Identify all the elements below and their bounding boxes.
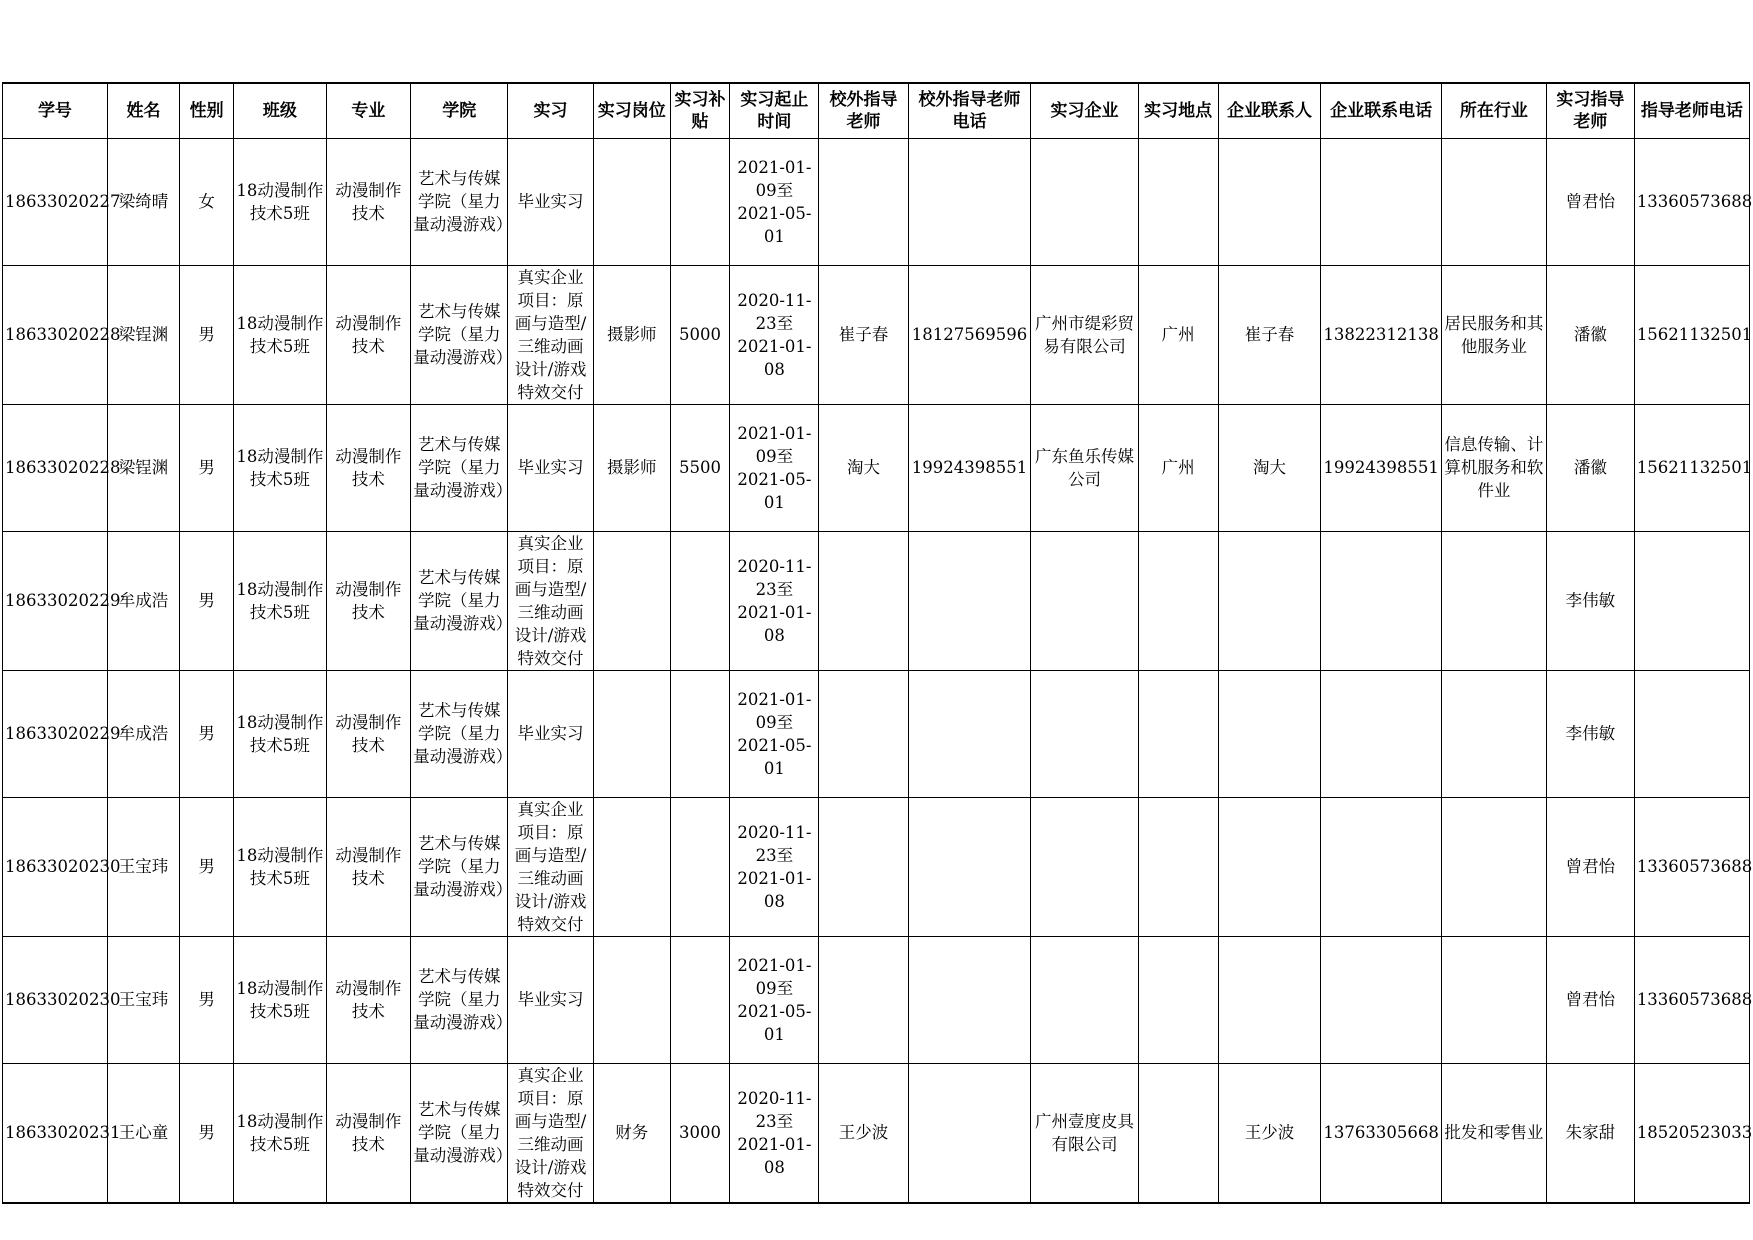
cell-class — [234, 404, 326, 531]
header-college: 学院 — [411, 83, 508, 138]
cell-internship — [508, 138, 594, 265]
cell-text: 18520523033 — [1636, 1123, 1753, 1142]
cell-position — [593, 404, 670, 531]
header-row — [3, 83, 1750, 138]
cell-external-tutor — [819, 265, 908, 404]
cell-text: 18动漫制作技术5班 — [236, 579, 324, 622]
cell-company — [1031, 265, 1138, 404]
cell-company — [1031, 1063, 1138, 1203]
cell-company — [1031, 797, 1138, 936]
cell-external-tutor-phone — [908, 797, 1031, 936]
cell-text: 男 — [198, 325, 215, 344]
cell-student-id — [3, 138, 121, 265]
cell-position — [593, 531, 670, 670]
cell-external-tutor — [819, 404, 908, 531]
header-name: 姓名 — [107, 83, 179, 138]
cell-text: 牟成浩 — [118, 591, 169, 610]
cell-college — [411, 936, 513, 1063]
cell-external-tutor — [819, 138, 908, 265]
cell-major — [326, 404, 411, 531]
cell-text: 男 — [198, 857, 215, 876]
cell-class — [234, 936, 326, 1063]
cell-period — [730, 936, 819, 1063]
cell-company-contact — [1218, 265, 1321, 404]
cell-position — [593, 138, 670, 265]
cell-text: 广州 — [1161, 325, 1195, 344]
cell-tutor-phone — [1634, 138, 1753, 265]
cell-name — [107, 404, 179, 531]
cell-text: 崔子春 — [1244, 325, 1295, 344]
header-internship: 实习 — [508, 83, 594, 138]
cell-position — [593, 797, 670, 936]
cell-major — [326, 670, 411, 797]
cell-text: 王少波 — [1244, 1123, 1295, 1142]
cell-external-tutor — [819, 1063, 908, 1203]
cell-text: 艺术与传媒学院（星力量动漫游戏） — [413, 568, 513, 633]
cell-text: 毕业实习 — [517, 192, 584, 211]
cell-tutor-phone — [1634, 936, 1753, 1063]
cell-text: 18633020231 — [5, 1123, 121, 1142]
cell-text: 动漫制作技术 — [335, 313, 402, 356]
cell-tutor-phone — [1634, 797, 1753, 936]
cell-position — [593, 265, 670, 404]
cell-class — [234, 531, 326, 670]
cell-text: 真实企业项目：原画与造型/三维动画设计/游戏特效交付 — [514, 267, 587, 402]
cell-text: 2021-01-09至2021-05-01 — [737, 423, 812, 512]
cell-student-id — [3, 670, 121, 797]
cell-subsidy — [670, 531, 730, 670]
cell-text: 王宝玮 — [118, 990, 169, 1009]
cell-tutor-phone — [1634, 531, 1749, 670]
cell-class — [234, 797, 326, 936]
cell-text: 2020-11-23至2021-01-08 — [737, 290, 812, 379]
cell-position — [593, 670, 670, 797]
cell-gender — [180, 404, 234, 531]
cell-period — [730, 265, 819, 404]
cell-company — [1031, 138, 1138, 265]
cell-tutor — [1546, 1063, 1634, 1203]
cell-text: 动漫制作技术 — [335, 180, 402, 223]
cell-text: 淘大 — [1252, 458, 1286, 477]
cell-internship — [508, 404, 594, 531]
cell-tutor-phone — [1634, 1063, 1753, 1203]
header-industry: 所在行业 — [1441, 83, 1546, 138]
cell-company — [1031, 404, 1138, 531]
cell-text: 艺术与传媒学院（星力量动漫游戏） — [413, 967, 513, 1032]
cell-company-phone — [1321, 936, 1442, 1063]
cell-subsidy — [670, 797, 730, 936]
cell-text: 2020-11-23至2021-01-08 — [737, 1088, 812, 1177]
cell-company-contact — [1218, 936, 1321, 1063]
cell-subsidy — [670, 1063, 730, 1203]
cell-company — [1031, 531, 1138, 670]
cell-text: 艺术与传媒学院（星力量动漫游戏） — [413, 169, 513, 234]
cell-tutor — [1546, 797, 1634, 936]
cell-text: 王心童 — [118, 1123, 169, 1142]
cell-name — [107, 138, 179, 265]
cell-subsidy — [670, 404, 730, 531]
cell-name — [107, 1063, 179, 1203]
cell-industry — [1441, 936, 1546, 1063]
cell-text: 淘大 — [847, 458, 880, 477]
cell-text: 13360573688 — [1636, 192, 1753, 211]
cell-text: 18633020228 — [5, 458, 121, 477]
table-row — [3, 936, 1750, 1063]
cell-student-id — [3, 797, 121, 936]
header-company-contact: 企业联系人 — [1218, 83, 1321, 138]
cell-industry — [1441, 265, 1546, 404]
cell-text: 曾君怡 — [1565, 192, 1616, 211]
table-row — [3, 1063, 1750, 1203]
cell-gender — [180, 265, 234, 404]
cell-text: 男 — [198, 591, 215, 610]
cell-gender — [180, 797, 234, 936]
cell-subsidy — [670, 670, 730, 797]
cell-text: 13822312138 — [1323, 325, 1439, 344]
cell-tutor-phone — [1634, 404, 1753, 531]
cell-text: 动漫制作技术 — [335, 1111, 402, 1154]
header-company: 实习企业 — [1031, 83, 1138, 138]
cell-period — [730, 531, 819, 670]
cell-gender — [180, 138, 234, 265]
cell-text: 18633020229 — [5, 724, 121, 743]
cell-text: 真实企业项目：原画与造型/三维动画设计/游戏特效交付 — [514, 799, 587, 934]
cell-student-id — [3, 1063, 121, 1203]
cell-text: 13360573688 — [1636, 857, 1753, 876]
cell-location — [1138, 265, 1218, 404]
table-row — [3, 531, 1750, 670]
cell-company-contact — [1218, 531, 1321, 670]
cell-text: 15621132501 — [1636, 325, 1753, 344]
cell-major — [326, 797, 411, 936]
cell-text: 13360573688 — [1636, 990, 1753, 1009]
cell-text: 曾君怡 — [1565, 990, 1616, 1009]
cell-text: 18动漫制作技术5班 — [236, 712, 324, 755]
cell-external-tutor-phone — [908, 936, 1031, 1063]
cell-text: 动漫制作技术 — [335, 579, 402, 622]
cell-text: 2020-11-23至2021-01-08 — [737, 556, 812, 645]
cell-college — [411, 531, 513, 670]
table-row — [3, 265, 1750, 404]
cell-period — [730, 1063, 819, 1203]
cell-text: 朱家甜 — [1565, 1123, 1616, 1142]
cell-major — [326, 138, 411, 265]
cell-gender — [180, 1063, 234, 1203]
cell-location — [1138, 797, 1218, 936]
cell-text: 李伟敏 — [1565, 591, 1616, 610]
cell-location — [1138, 531, 1218, 670]
cell-internship — [508, 531, 594, 670]
cell-external-tutor — [819, 797, 908, 936]
cell-text: 潘徽 — [1573, 458, 1607, 477]
cell-industry — [1441, 1063, 1546, 1203]
cell-text: 5500 — [678, 458, 721, 477]
cell-company-contact — [1218, 138, 1321, 265]
cell-student-id — [3, 265, 121, 404]
cell-subsidy — [670, 265, 730, 404]
cell-text: 毕业实习 — [517, 990, 584, 1009]
cell-tutor — [1546, 138, 1634, 265]
cell-internship — [508, 265, 594, 404]
cell-tutor — [1546, 265, 1634, 404]
cell-text: 19924398551 — [1323, 458, 1439, 477]
cell-text: 梁绮晴 — [118, 192, 169, 211]
cell-tutor — [1546, 531, 1634, 670]
cell-major — [326, 936, 411, 1063]
cell-company — [1031, 670, 1138, 797]
cell-text: 男 — [198, 990, 215, 1009]
cell-college — [411, 265, 513, 404]
cell-company-phone — [1321, 797, 1442, 936]
cell-text: 18633020230 — [5, 857, 121, 876]
cell-tutor — [1546, 670, 1634, 797]
cell-text: 2021-01-09至2021-05-01 — [737, 157, 812, 246]
cell-text: 2021-01-09至2021-05-01 — [737, 689, 812, 778]
table-row — [3, 670, 1750, 797]
cell-industry — [1441, 404, 1546, 531]
cell-student-id — [3, 531, 121, 670]
cell-location — [1138, 1063, 1218, 1203]
cell-company-contact — [1218, 404, 1321, 531]
cell-text: 广东鱼乐传媒公司 — [1035, 446, 1135, 489]
cell-text: 18633020227 — [5, 192, 121, 211]
cell-location — [1138, 936, 1218, 1063]
cell-text: 男 — [198, 724, 215, 743]
cell-text: 18633020229 — [5, 591, 121, 610]
header-position: 实习岗位 — [593, 83, 670, 138]
cell-text: 18动漫制作技术5班 — [236, 180, 324, 223]
table-body — [3, 138, 1753, 1203]
cell-company-phone — [1321, 138, 1442, 265]
cell-name — [107, 936, 179, 1063]
cell-gender — [180, 531, 234, 670]
cell-text: 19924398551 — [911, 458, 1028, 477]
cell-company-phone — [1321, 265, 1442, 404]
cell-external-tutor — [819, 670, 908, 797]
cell-class — [234, 265, 326, 404]
cell-external-tutor-phone — [908, 404, 1031, 531]
cell-tutor — [1546, 404, 1634, 531]
cell-text: 13763305668 — [1323, 1123, 1439, 1142]
cell-class — [234, 1063, 326, 1203]
header-external-tutor-phone: 校外指导老师电话 — [908, 83, 1031, 138]
cell-text: 18动漫制作技术5班 — [236, 1111, 324, 1154]
cell-internship — [508, 797, 594, 936]
cell-internship — [508, 670, 594, 797]
cell-name — [107, 265, 179, 404]
cell-position — [593, 1063, 670, 1203]
header-major: 专业 — [326, 83, 411, 138]
cell-text: 18动漫制作技术5班 — [236, 313, 324, 356]
cell-student-id — [3, 936, 121, 1063]
cell-company-contact — [1218, 670, 1321, 797]
cell-name — [107, 531, 179, 670]
cell-tutor — [1546, 936, 1634, 1063]
cell-text: 艺术与传媒学院（星力量动漫游戏） — [413, 435, 513, 500]
cell-text: 艺术与传媒学院（星力量动漫游戏） — [413, 701, 513, 766]
cell-period — [730, 138, 819, 265]
cell-location — [1138, 404, 1218, 531]
cell-internship — [508, 936, 594, 1063]
cell-text: 艺术与传媒学院（星力量动漫游戏） — [413, 834, 513, 899]
cell-class — [234, 670, 326, 797]
cell-gender — [180, 936, 234, 1063]
header-tutor: 实习指导老师 — [1546, 83, 1634, 138]
cell-external-tutor — [819, 936, 908, 1063]
cell-text: 18633020228 — [5, 325, 121, 344]
cell-text: 18127569596 — [911, 325, 1028, 344]
cell-text: 牟成浩 — [118, 724, 169, 743]
cell-company-contact — [1218, 797, 1321, 936]
cell-gender — [180, 670, 234, 797]
cell-major — [326, 1063, 411, 1203]
cell-text: 居民服务和其他服务业 — [1444, 313, 1544, 356]
cell-text: 15621132501 — [1636, 458, 1753, 477]
cell-text: 信息传输、计算机服务和软件业 — [1444, 435, 1544, 500]
cell-text: 毕业实习 — [517, 724, 584, 743]
cell-text: 梁锃渊 — [118, 325, 169, 344]
cell-text: 梁锃渊 — [118, 458, 169, 477]
table-row — [3, 797, 1750, 936]
cell-subsidy — [670, 138, 730, 265]
header-location: 实习地点 — [1138, 83, 1218, 138]
cell-text: 18动漫制作技术5班 — [236, 978, 324, 1021]
cell-industry — [1441, 797, 1546, 936]
table-row — [3, 138, 1750, 265]
cell-college — [411, 138, 513, 265]
cell-text: 潘徽 — [1573, 325, 1607, 344]
cell-text: 广州 — [1161, 458, 1195, 477]
cell-text: 18633020230 — [5, 990, 121, 1009]
cell-text: 广州市缇彩贸易有限公司 — [1035, 313, 1135, 356]
cell-external-tutor-phone — [908, 138, 1031, 265]
header-subsidy: 实习补贴 — [670, 83, 730, 138]
cell-college — [411, 404, 513, 531]
cell-student-id — [3, 404, 121, 531]
cell-major — [326, 531, 411, 670]
cell-class — [234, 138, 326, 265]
cell-industry — [1441, 531, 1546, 670]
cell-subsidy — [670, 936, 730, 1063]
cell-company-phone — [1321, 1063, 1442, 1203]
header-student-id: 学号 — [3, 83, 108, 138]
header-class: 班级 — [234, 83, 326, 138]
cell-external-tutor-phone — [908, 670, 1031, 797]
cell-text: 摄影师 — [607, 325, 657, 344]
cell-college — [411, 670, 513, 797]
cell-major — [326, 265, 411, 404]
cell-text: 艺术与传媒学院（星力量动漫游戏） — [413, 302, 513, 367]
cell-period — [730, 404, 819, 531]
cell-text: 2021-01-09至2021-05-01 — [737, 955, 812, 1044]
cell-text: 广州壹度皮具有限公司 — [1035, 1111, 1135, 1154]
cell-text: 毕业实习 — [517, 458, 584, 477]
cell-tutor-phone — [1634, 670, 1749, 797]
cell-location — [1138, 670, 1218, 797]
cell-text: 王少波 — [838, 1123, 889, 1142]
cell-external-tutor-phone — [908, 1063, 1031, 1203]
cell-company-phone — [1321, 670, 1442, 797]
cell-college — [411, 1063, 513, 1203]
cell-external-tutor — [819, 531, 908, 670]
cell-internship — [508, 1063, 594, 1203]
cell-text: 动漫制作技术 — [335, 712, 402, 755]
cell-text: 动漫制作技术 — [335, 446, 402, 489]
cell-text: 李伟敏 — [1565, 724, 1616, 743]
cell-text: 王宝玮 — [118, 857, 169, 876]
header-period: 实习起止时间 — [730, 83, 819, 138]
header-company-phone: 企业联系电话 — [1321, 83, 1442, 138]
cell-name — [107, 797, 179, 936]
cell-position — [593, 936, 670, 1063]
cell-text: 真实企业项目：原画与造型/三维动画设计/游戏特效交付 — [514, 533, 587, 668]
cell-text: 动漫制作技术 — [335, 978, 402, 1021]
cell-text: 3000 — [678, 1123, 721, 1142]
cell-text: 曾君怡 — [1565, 857, 1616, 876]
cell-text: 男 — [198, 458, 215, 477]
cell-location — [1138, 138, 1218, 265]
cell-text: 18动漫制作技术5班 — [236, 845, 324, 888]
cell-text: 18动漫制作技术5班 — [236, 446, 324, 489]
cell-college — [411, 797, 513, 936]
internship-table — [2, 82, 1753, 1204]
cell-text: 财务 — [615, 1123, 649, 1142]
cell-industry — [1441, 138, 1546, 265]
cell-text: 艺术与传媒学院（星力量动漫游戏） — [413, 1100, 513, 1165]
cell-company-phone — [1321, 404, 1442, 531]
cell-tutor-phone — [1634, 265, 1753, 404]
cell-industry — [1441, 670, 1546, 797]
cell-text: 5000 — [678, 325, 721, 344]
table-row — [3, 404, 1750, 531]
cell-external-tutor-phone — [908, 265, 1031, 404]
cell-company-contact — [1218, 1063, 1321, 1203]
cell-company — [1031, 936, 1138, 1063]
header-tutor-phone: 指导老师电话 — [1634, 83, 1749, 138]
cell-period — [730, 797, 819, 936]
cell-name — [107, 670, 179, 797]
cell-text: 真实企业项目：原画与造型/三维动画设计/游戏特效交付 — [514, 1065, 587, 1200]
cell-company-phone — [1321, 531, 1442, 670]
cell-text: 女 — [198, 192, 215, 211]
cell-external-tutor-phone — [908, 531, 1031, 670]
header-gender: 性别 — [180, 83, 234, 138]
cell-text: 摄影师 — [607, 458, 657, 477]
cell-text: 动漫制作技术 — [335, 845, 402, 888]
cell-text: 崔子春 — [838, 325, 889, 344]
cell-text: 2020-11-23至2021-01-08 — [737, 822, 812, 911]
cell-text: 批发和零售业 — [1444, 1123, 1544, 1142]
cell-period — [730, 670, 819, 797]
cell-text: 男 — [198, 1123, 215, 1142]
header-external-tutor: 校外指导老师 — [819, 83, 908, 138]
